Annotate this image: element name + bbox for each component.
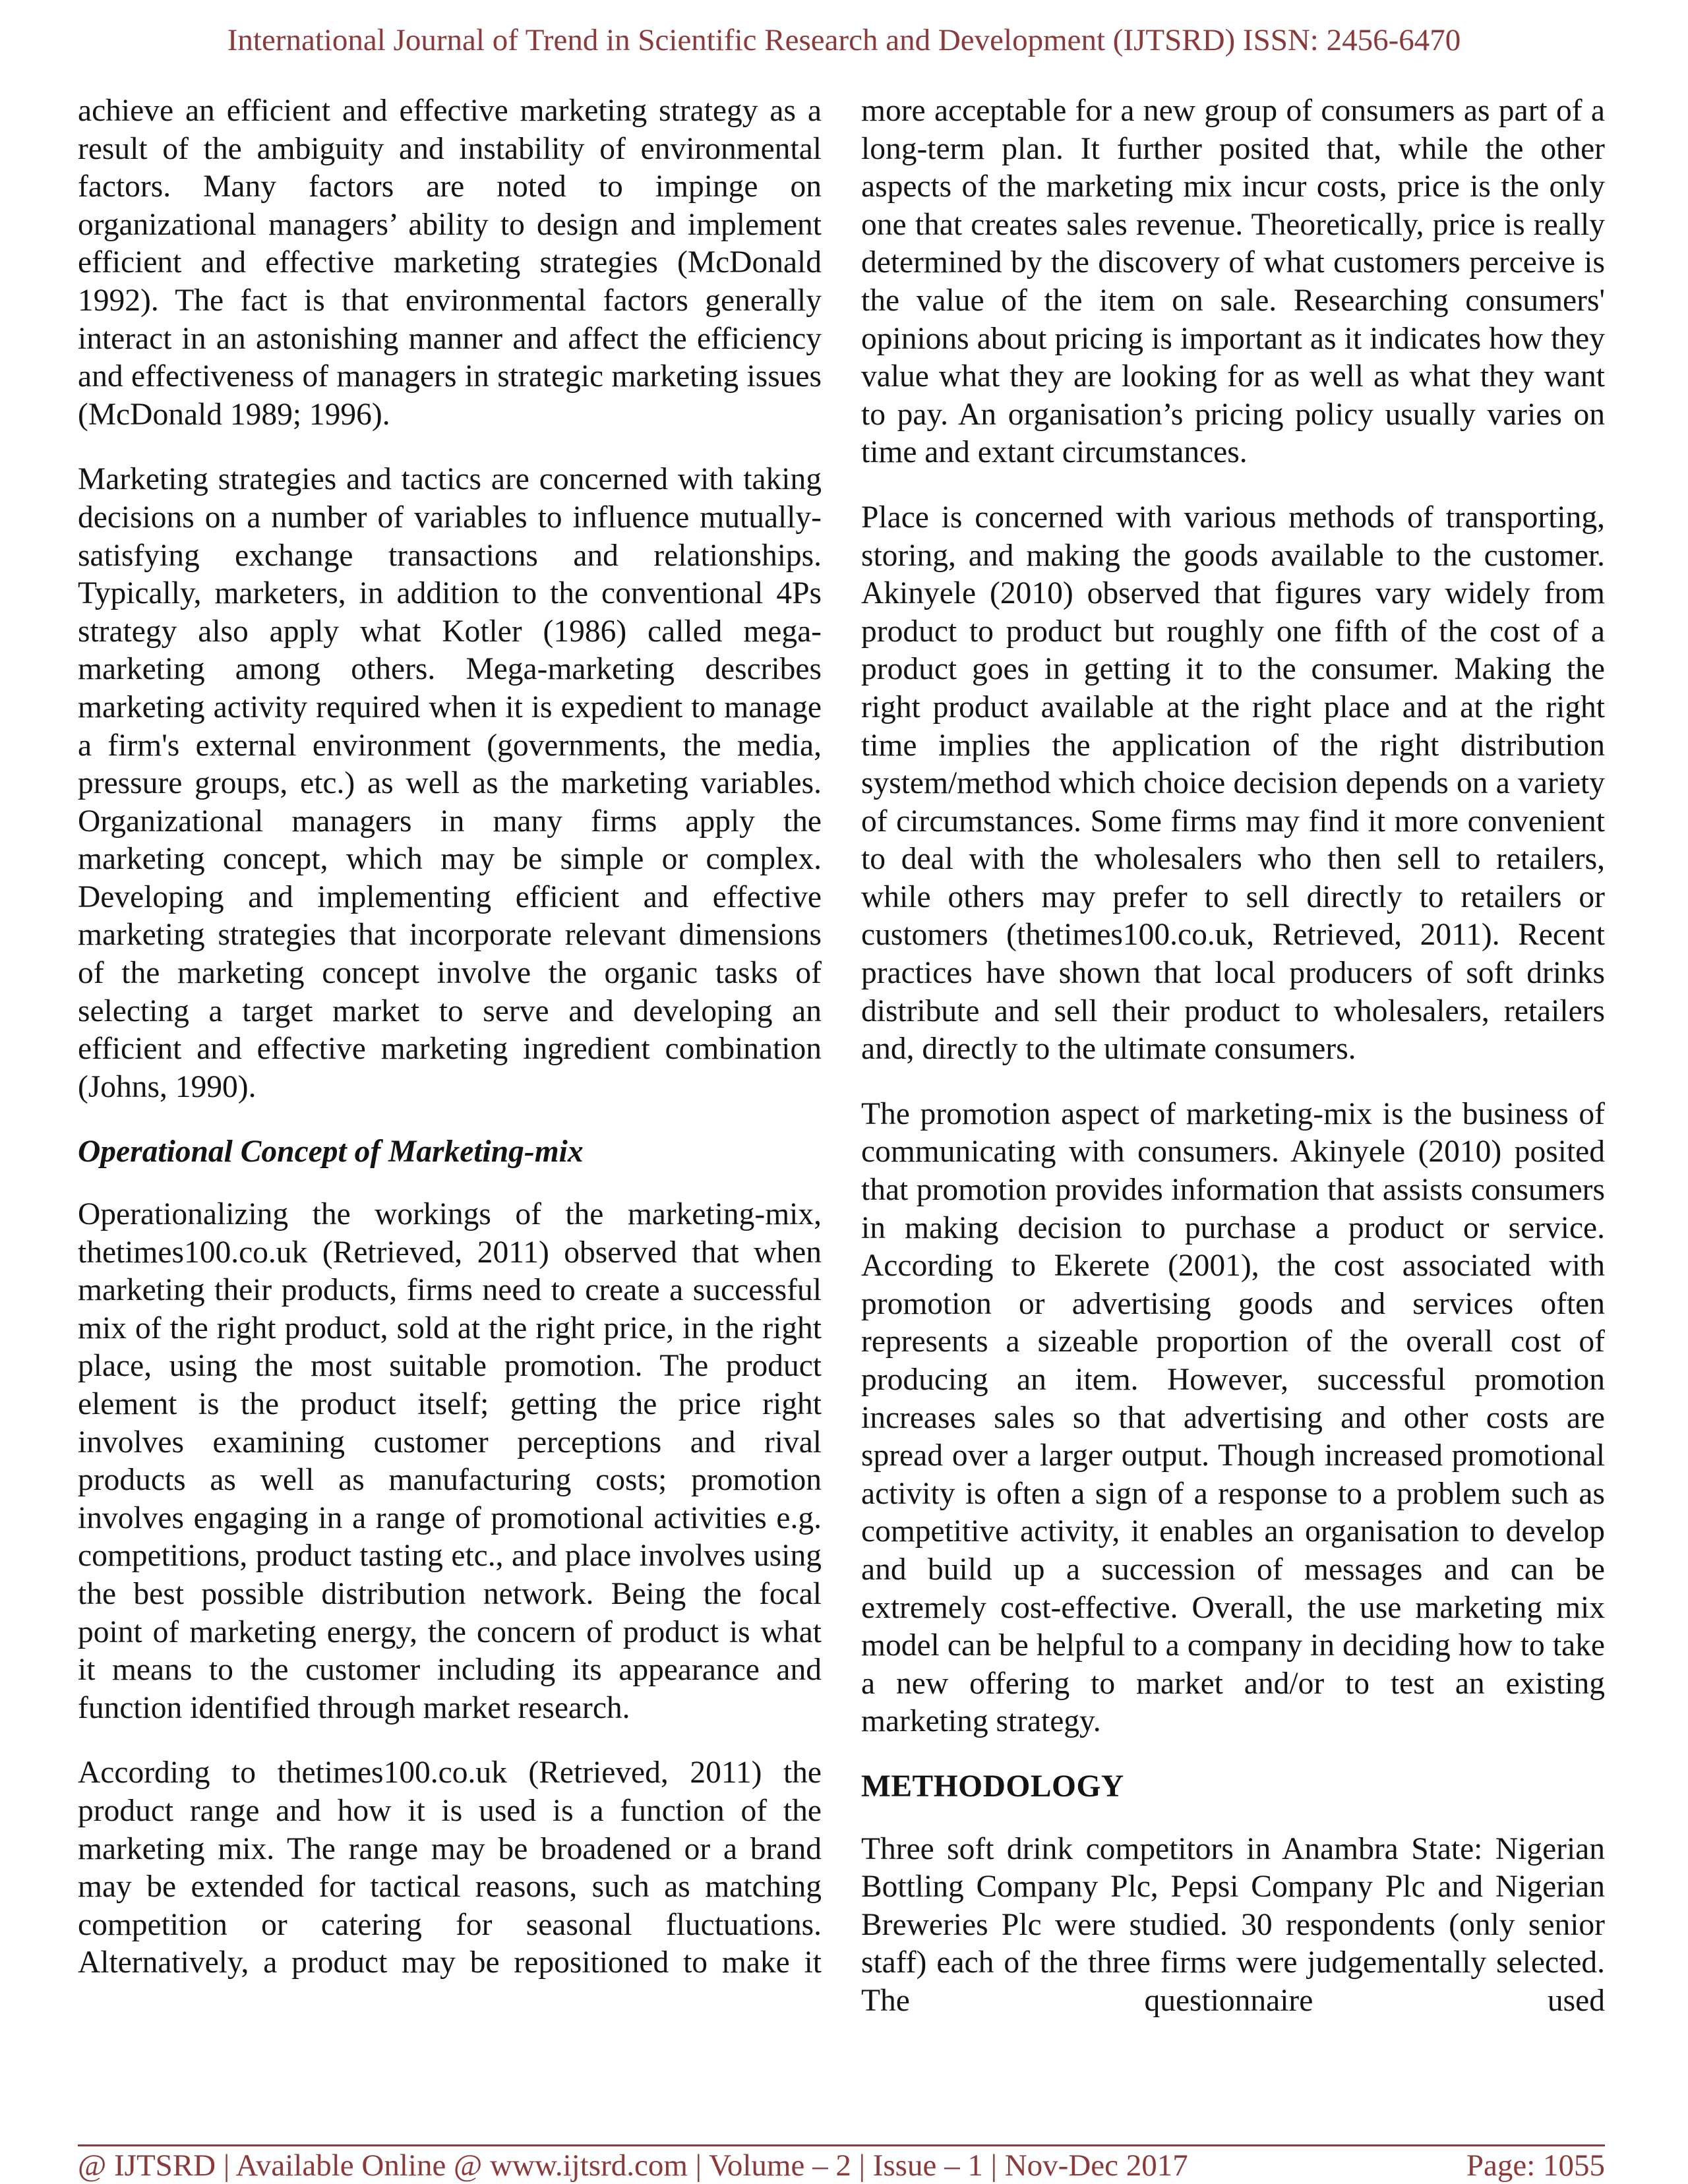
journal-header: International Journal of Trend in Scientific Research and Development (IJTSRD) ISSN: 2456-6470 [227,23,1461,57]
right-paragraph-2: Place is concerned with various methods of transporting, storing, and making the goods available to the customer. Akinyele (2010) observed that figures vary widely from product to product but roughly one fifth of the cost of a product goes in getting it to the consumer. Making the right product available at the right place and at the right time implies the application of the right distribution system/method which choice decision depends on a variety of circumstances. Some firms may find it more convenient to deal with the wholesalers who then sell to retailers, while others may prefer to sell directly to retailers or customers (thetimes100.co.uk, Retrieved, 2011). Recent practices have shown that local producers of soft drinks distribute and sell their product to wholesalers, retailers and, directly to the ultimate consumers. [861,500,1605,1067]
right-column [861,92,1605,2048]
left-paragraph-1: achieve an efficient and effective marketing strategy as a result of the ambiguity and instability of environmental factors. Many factors are noted to impinge on organizational managers’ ability to design and implement efficient and effective marketing strategies (McDonald 1992). The fact is that environmental factors generally interact in an astonishing manner and affect the efficiency and effectiveness of managers in strategic marketing issues (McDonald 1989; 1996). [78,94,822,432]
page-number: Page: 1055 [1466,2148,1605,2183]
section-heading-methodology: METHODOLOGY [861,1769,1124,1804]
right-paragraph-1: more acceptable for a new group of consumers as part of a long-term plan. It further posited that, while the other aspects of the marketing mix incur costs, price is the only one that creates sales revenue. Theoretically, price is really determined by the discovery of what customers perceive is the value of the item on sale. Researching consumers' opinions about pricing is important as it indicates how they value what they are looking for as well as what they want to pay. An organisation’s pricing policy usually varies on time and extant circumstances. [861,94,1605,470]
footer-divider [78,2144,1605,2146]
left-column [78,92,822,2009]
section-heading-operational-concept: Operational Concept of Marketing-mix [78,1135,584,1169]
right-paragraph-3: The promotion aspect of marketing-mix is the business of communicating with consumers. Akinyele (2010) posited that promotion provides information that assists consumers in making decision to purchase a product or service. According to Ekerete (2001), the cost associated with promotion or advertising goods and services often represents a sizeable proportion of the overall cost of producing an item. However, successful promotion increases sales so that advertising and other costs are spread over a larger output. Though increased promotional activity is often a sign of a response to a problem such as competitive activity, it enables an organisation to develop and build up a succession of messages and can be extremely cost-effective. Overall, the use marketing mix model can be helpful to a company in deciding how to take a new offering to market and/or to test an existing marketing strategy. [861,1096,1605,1739]
footer-info: @ IJTSRD | Available Online @ www.ijtsrd.com | Volume – 2 | Issue – 1 | Nov-Dec 2017 [78,2148,1188,2183]
right-paragraph-4: Three soft drink competitors in Anambra State: Nigerian Bottling Company Plc, Pepsi Company Plc and Nigerian Breweries Plc were studied. 30 respondents (only senior staff) each of the three firms were judgementally selected. The questionnaire used [861,1831,1605,2018]
left-paragraph-2: Marketing strategies and tactics are concerned with taking decisions on a number of variables to influence mutually-satisfying exchange transactions and relationships. Typically, marketers, in addition to the conventional 4Ps strategy also apply what Kotler (1986) called mega-marketing among others. Mega-marketing describes marketing activity required when it is expedient to manage a firm's external environment (governments, the media, pressure groups, etc.) as well as the marketing variables. Organizational managers in many firms apply the marketing concept, which may be simple or complex. Developing and implementing efficient and effective marketing strategies that incorporate relevant dimensions of the marketing concept involve the organic tasks of selecting a target market to serve and developing an efficient and effective marketing ingredient combination (Johns, 1990). [78,462,822,1104]
left-paragraph-3: Operationalizing the workings of the marketing-mix, thetimes100.co.uk (Retrieved, 2011) observed that when marketing their products, firms need to create a successful mix of the right product, sold at the right price, in the right place, using the most suitable promotion. The product element is the product itself; getting the price right involves examining customer perceptions and rival products as well as manufacturing costs; promotion involves engaging in a range of promotional activities e.g. competitions, product tasting etc., and place involves using the best possible distribution network. Being the focal point of marketing energy, the concern of product is what it means to the customer including its appearance and function identified through market research. [78,1197,822,1725]
left-paragraph-4: According to thetimes100.co.uk (Retrieved, 2011) the product range and how it is used is a function of the marketing mix. The range may be broadened or a brand may be extended for tactical reasons, such as matching competition or catering for seasonal fluctuations. Alternatively, a product may be repositioned to make it [78,1756,822,1980]
